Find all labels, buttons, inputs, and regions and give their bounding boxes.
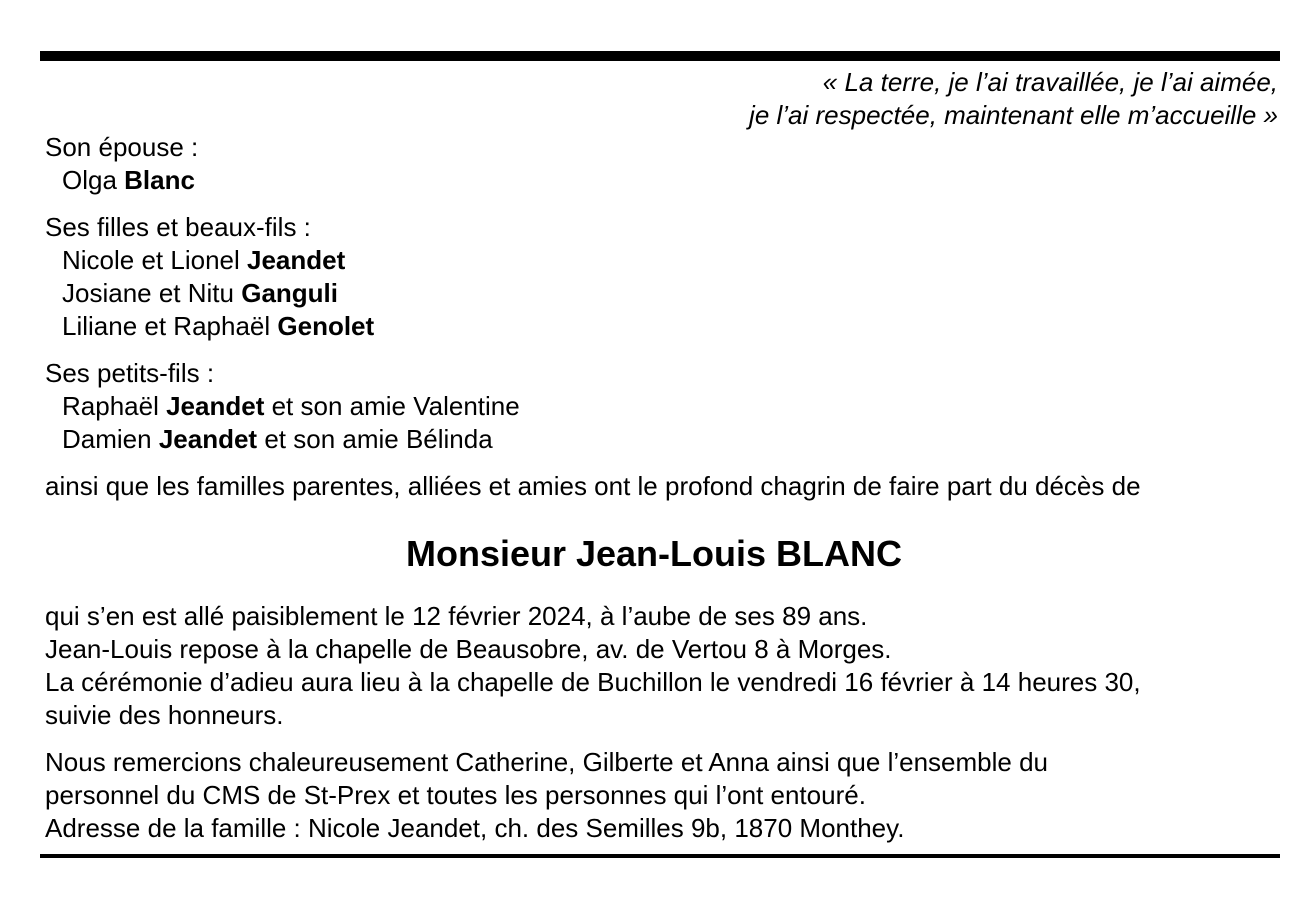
announcement-body (45, 131, 1275, 845)
companion: et son amie Bélinda (264, 424, 493, 454)
section-heading: Ses petits-fils : (45, 358, 215, 388)
surname: Genolet (277, 311, 375, 341)
quote-line: je l’ai respectée, maintenant elle m’accueille » (749, 100, 1278, 130)
surname: Jeandet (247, 245, 346, 275)
family-member (45, 277, 1275, 310)
surname: Jeandet (158, 424, 258, 454)
detail-line: Jean-Louis repose à la chapelle de Beausobre, av. de Vertou 8 à Morges. (45, 634, 892, 664)
surname: Ganguli (241, 278, 338, 308)
section-heading: Son épouse : (45, 132, 199, 162)
thanks-line: Nous remercions chaleureusement Catherine, Gilberte et Anna ainsi que l’ensemble du (45, 747, 1049, 777)
detail-line: suivie des honneurs. (45, 700, 284, 730)
spouse-section (45, 131, 1275, 197)
deceased-name: Monsieur Jean-Louis BLANC (405, 533, 903, 574)
first-names: Damien (62, 424, 152, 454)
surname: Jeandet (166, 391, 265, 421)
thanks-line: personnel du CMS de St-Prex et toutes les personnes qui l’ont entouré. (45, 780, 866, 810)
detail-line: La cérémonie d’adieu aura lieu à la chapelle de Buchillon le vendredi 16 février à 14 heures 30, (45, 667, 1141, 697)
family-member (45, 390, 1275, 423)
family-member (45, 310, 1275, 343)
bottom-rule (40, 854, 1280, 858)
family-address: Adresse de la famille : Nicole Jeandet, ch. des Semilles 9b, 1870 Monthey. (45, 813, 905, 843)
family-member (45, 164, 1275, 197)
intro-sentence: ainsi que les familles parentes, alliées et amies ont le profond chagrin de faire part du décès de (45, 471, 1141, 501)
quote-line: « La terre, je l’ai travaillée, je l’ai aimée, (822, 67, 1278, 97)
first-names: Olga (62, 165, 117, 195)
first-names: Nicole et Lionel (62, 245, 240, 275)
daughters-section (45, 211, 1275, 343)
grandsons-section (45, 357, 1275, 456)
family-member (45, 244, 1275, 277)
first-names: Raphaël (62, 391, 159, 421)
details-section (45, 600, 1275, 732)
section-heading: Ses filles et beaux-fils : (45, 212, 311, 242)
thanks-section (45, 746, 1275, 845)
first-names: Josiane et Nitu (62, 278, 234, 308)
family-member (45, 423, 1275, 456)
companion: et son amie Valentine (271, 391, 520, 421)
epigraph-quote (749, 66, 1278, 132)
surname: Blanc (124, 165, 195, 195)
first-names: Liliane et Raphaël (62, 311, 271, 341)
top-rule (40, 51, 1280, 61)
detail-line: qui s’en est allé paisiblement le 12 février 2024, à l’aube de ses 89 ans. (45, 601, 868, 631)
